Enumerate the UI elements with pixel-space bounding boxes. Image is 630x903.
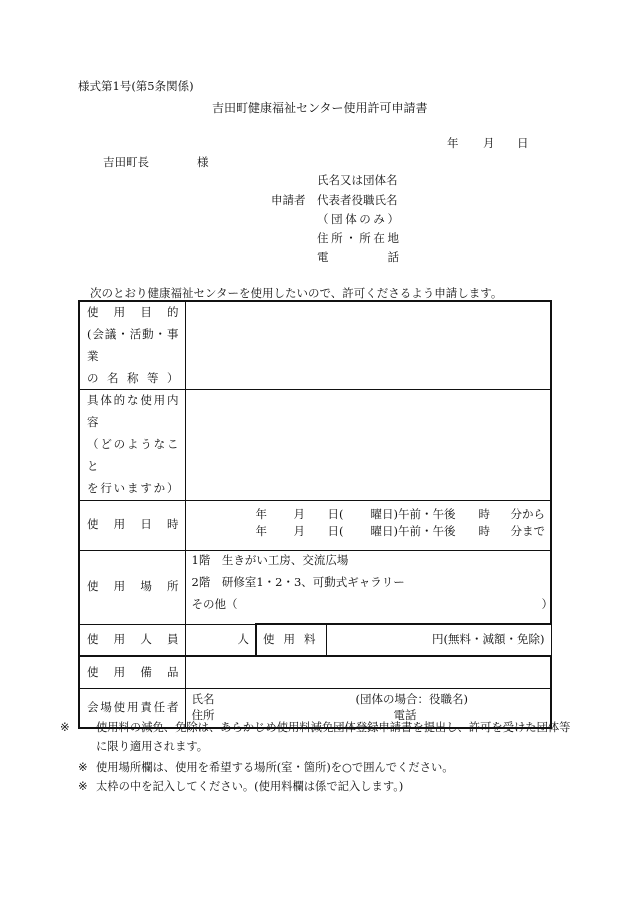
equipment-row [79, 656, 551, 688]
addressee-name: 吉田町長 [103, 155, 149, 169]
from-weekday: 曜日)午前・午後 [370, 507, 456, 522]
place-option-other[interactable]: その他（ ） [191, 596, 553, 611]
applicant-address-label: 住所・所在地 [317, 231, 399, 245]
note-2: ※ 使用場所欄は、使用を希望する場所(室・箇所)を○で囲んでください。 [78, 761, 454, 774]
until-day: 日( [327, 524, 344, 539]
equipment-field[interactable] [185, 656, 551, 688]
content-row [79, 390, 551, 500]
applicant-name-label: 氏名又は団体名 [317, 173, 398, 187]
purpose-row [79, 301, 551, 390]
applicant-rep-label: 代表者役職氏名 [317, 193, 398, 207]
datetime-lines [186, 508, 551, 542]
until-month: 月 [293, 524, 305, 539]
fee-value: 円(無料・減額・免除) [432, 632, 545, 647]
purpose-label: 使用目的 (会議・活動・事業 の名称等） [79, 301, 185, 390]
manager-org-note: (団体の場合：役職名) [355, 691, 468, 706]
purpose-field[interactable] [185, 301, 551, 390]
manager-phone-label: 電話 [393, 707, 417, 722]
until-minute: 分まで [510, 524, 545, 539]
from-year: 年 [255, 507, 267, 522]
document-title: 吉田町健康福祉センター使用許可申請書 [212, 101, 428, 115]
from-hour: 時 [478, 507, 490, 522]
note-3: ※ 太枠の中を記入してください。(使用料欄は係で記入します。) [78, 780, 404, 793]
fee-field [326, 624, 551, 656]
manager-label: 会場使用責任者 [79, 688, 185, 728]
people-field[interactable] [185, 624, 256, 656]
people-unit: 人 [237, 631, 249, 646]
until-hour: 時 [478, 524, 490, 539]
note-1: ※ 使用料の減免、免除は、あらかじめ使用料減免団体登録申請書を提出し、許可を受けた団体等に限り適用されます。 [60, 721, 571, 754]
equipment-label: 使用備品 [79, 656, 185, 688]
content-field[interactable] [185, 390, 551, 500]
applicant-phone-label: 電話 [317, 250, 399, 264]
date-year-label: 年 [447, 136, 459, 150]
datetime-row [79, 500, 551, 550]
manager-address-label: 住所 [191, 707, 215, 722]
datetime-field[interactable] [185, 500, 551, 550]
application-table [78, 300, 552, 729]
date-day-label: 日 [517, 136, 529, 150]
addressee-suffix: 様 [197, 155, 209, 169]
form-number: 様式第1号(第5条関係) [78, 79, 194, 93]
place-row [79, 550, 551, 624]
content-label: 具体的な使用内容 （どのようなこと を行いますか） [79, 390, 185, 500]
from-day: 日( [327, 507, 344, 522]
applicant-label: 申請者 [271, 193, 306, 207]
fee-label: 使用料 [256, 624, 326, 656]
people-label: 使用人員 [79, 624, 185, 656]
until-year: 年 [255, 524, 267, 539]
date-month-label: 月 [483, 136, 495, 150]
place-option-2f[interactable]: 2階 研修室1・2・3、可動式ギャラリー [191, 574, 405, 589]
people-fee-row [79, 624, 551, 656]
datetime-label: 使用日時 [79, 500, 185, 550]
from-minute: 分から [510, 507, 545, 522]
from-month: 月 [293, 507, 305, 522]
until-weekday: 曜日)午前・午後 [370, 524, 456, 539]
manager-name-label: 氏名 [191, 691, 215, 706]
place-field[interactable] [185, 550, 551, 624]
applicant-org-only-label: （団体のみ） [317, 212, 399, 226]
place-option-1f[interactable]: 1階 生きがい工房、交流広場 [191, 552, 349, 567]
intro-text: 次のとおり健康福祉センターを使用したいので、許可くださるよう申請します。 [90, 286, 503, 300]
place-label: 使用場所 [79, 550, 185, 624]
